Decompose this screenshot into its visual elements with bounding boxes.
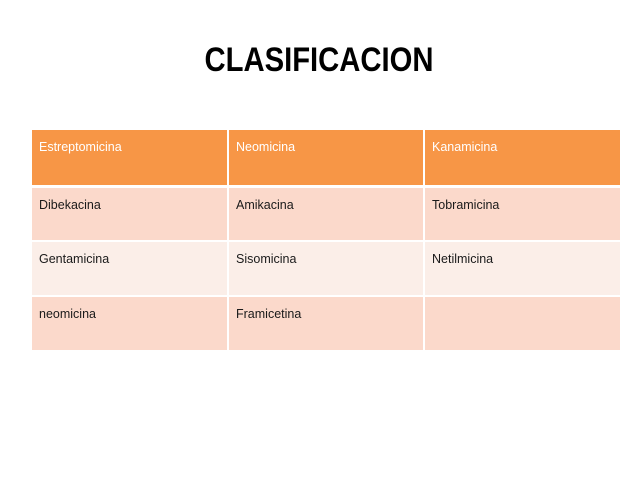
table-row: [32, 186, 620, 241]
table-cell: Netilmicina: [424, 241, 620, 296]
header-cell-3: Kanamicina: [424, 130, 620, 186]
table-row: [32, 296, 620, 351]
classification-table: [32, 130, 620, 352]
table-cell: Dibekacina: [32, 186, 228, 241]
table-cell: [424, 296, 620, 351]
header-cell-1: Estreptomicina: [32, 130, 228, 186]
table-cell: Tobramicina: [424, 186, 620, 241]
header-cell-2: Neomicina: [228, 130, 424, 186]
table-cell: Gentamicina: [32, 241, 228, 296]
table-cell: neomicina: [32, 296, 228, 351]
table-row: [32, 241, 620, 296]
table-header-row: [32, 130, 620, 186]
table-cell: Framicetina: [228, 296, 424, 351]
slide-title: CLASIFICACION: [204, 41, 434, 79]
table-cell: Amikacina: [228, 186, 424, 241]
classification-table-container: [32, 130, 620, 352]
table-cell: Sisomicina: [228, 241, 424, 296]
